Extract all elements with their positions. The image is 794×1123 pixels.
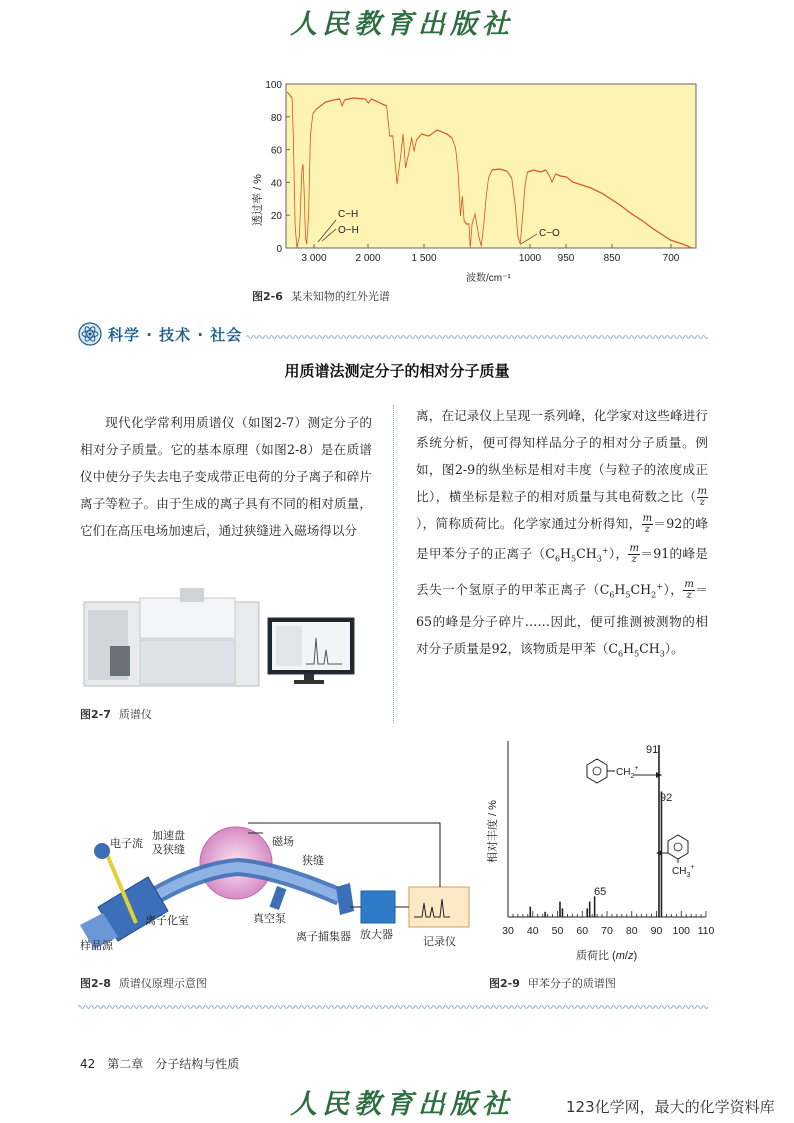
toluene-ring-icon [668,835,688,859]
ir-annot-co: C−O [539,228,560,239]
ms-x-axis [502,911,714,937]
fig27-caption [80,706,152,722]
ir-x-tick-label: 1 500 [411,253,437,264]
right-text-1: 离，在记录仪上呈现一系列峰，化学家对这些峰进行系统分析，便可得知样品分子的相对分子质量。例如，图2-9的纵坐标是相对丰度（与粒子的浓度成正比），横坐标是粒子的相对质量与其电荷数之比（ [416,408,708,504]
label-electron-stream: 电子流 [110,837,143,850]
ir-caption-number: 图2-6 [252,290,283,303]
ir-x-tick-label: 700 [662,253,680,264]
column-divider [393,405,394,723]
svg-text:CH2+: $CH_2^+$ [616,765,639,780]
fig27-caption-number: 图2-7 [80,708,111,721]
label-recorder: 记录仪 [423,935,456,948]
toluene-label: CH [672,866,687,877]
right-text-2: ），简称质荷比。化学家通过分析得知， [416,516,642,531]
amplifier-box [361,891,395,923]
benzene-ring-icon [587,759,607,783]
ir-caption [252,288,390,304]
fig28-caption-number: 图2-8 [80,977,111,990]
ms-x-tick-label: 90 [650,925,663,937]
ir-y-tick-label: 40 [270,178,282,190]
ms-peak-label-65: 65 [594,886,607,898]
ir-y-axis-label: 透过率 / % [252,174,264,226]
ir-x-tick-label: 2 000 [355,253,381,264]
ir-spectrum-chart [246,76,706,286]
svg-text:CH3+: $CH_3^+$ [672,864,695,879]
fig29-caption [489,975,616,991]
ms-peak-label-91: 91 [646,744,659,756]
right-paragraph: 离，在记录仪上呈现一系列峰，化学家对这些峰进行系统分析，便可得知样品分子的相对分子质量。例如，图2-9的纵坐标是相对丰度（与粒子的浓度成正比），横坐标是粒子的相对质量与其电荷数之比（ $\frac{m}{z}$ ），简称质荷比。化学家通过分析得知， $\frac{m}{z}$ ＝92的峰是甲苯分子的正离子$(C_6H_5CH_3^+)$， $\frac{m}{z}$ ＝91的峰是丢失一个氢原子的甲苯正离子$(C_6H_5CH_2^+)$， $\frac{m}{z}$ ＝65的峰是分子碎片……因此，便可推测被测物的相对分子质量是92，该物质是甲苯$(C_6H_5CH_3)$。 [416,408,709,659]
mz-fraction: $\frac{m}{z}$ [642,513,653,535]
ms-x-tick-label: 30 [502,925,514,937]
ms-x-tick-label: 110 [697,925,715,937]
ir-x-tick-label: 950 [557,253,575,264]
label-ion-collector: 离子捕集器 [296,930,351,943]
chapter-title: 分子结构与性质 [155,1057,240,1071]
section-header [78,322,242,346]
ir-y-tick-label: 20 [270,211,282,223]
mass-spectrometer-illustration [80,588,380,693]
left-column [80,409,372,544]
ms-x-axis-label: 质荷比 (m/z) [576,950,638,962]
mass-spectrum-chart [484,735,720,965]
fig27-caption-text: 质谱仪 [118,708,152,721]
ir-annot-ch: C−H [338,209,359,220]
label-accel-plate: 加速盘 [152,829,185,842]
label-vacuum-pump: 真空泵 [253,912,286,925]
ir-y-tick-label: 100 [265,80,282,91]
section-divider-bottom [78,1003,708,1011]
right-text-3: ＝92的峰是甲苯分子的正离子（C [416,516,709,562]
ms-y-axis-label: 相对丰度 / % [487,800,499,863]
ir-x-tick-label: 3 000 [301,253,327,264]
ms-x-tick-label: 80 [625,925,638,937]
fig29-caption-number: 图2-9 [489,977,520,990]
ms-x-tick-label: 100 [672,925,691,937]
page-number: 42 [80,1057,96,1071]
mz-fraction: $\frac{m}{z}$ [697,486,707,508]
ir-x-tick-label: 850 [603,253,621,264]
fig29-caption-text: 甲苯分子的质谱图 [527,977,616,990]
publisher-logo-bottom: 人民教育出版社 [290,1089,514,1120]
ms-x-tick-label: 40 [526,925,539,937]
fig28-caption-text: 质谱仪原理示意图 [118,977,207,990]
label-accel-slit: 及狭缝 [152,843,185,856]
right-text-4: ＝91的峰是丢失一个氢原子的甲苯正离子（C [416,546,709,597]
recorder-box [409,887,469,927]
page-footer [80,1055,251,1072]
label-ionization-chamber: 离子化室 [145,914,189,927]
publisher-logo-top: 人民教育出版社 [290,9,514,40]
ir-y-tick-label: 0 [276,244,282,255]
ir-caption-text: 某未知物的红外光谱 [290,290,390,303]
section-divider-top [246,333,708,341]
label-magnetic-field: 磁场 [272,835,294,848]
atom-icon [78,322,102,346]
ms-x-tick-label: 60 [576,925,589,937]
mz-fraction: $\frac{m}{z}$ [629,543,639,566]
right-column [416,402,708,668]
mz-fraction: $\frac{m}{z}$ [684,578,694,601]
ir-y-tick-label: 60 [270,145,282,157]
label-sample-source: 样品源 [80,939,113,952]
watermark-text: 123化学网，最大的化学资料库 [566,1098,775,1116]
ir-plot-area [286,84,696,248]
left-paragraph: 现代化学常利用质谱仪（如图2-7）测定分子的相对分子质量。它的基本原理（如图2-8）是在质谱仪中使分子失去电子变成带正电荷的分子离子和碎片离子等粒子。由于生成的离子具有不同的相对质量，它们在高压电场加速后，通过狭缝进入磁场得以分 [80,415,372,538]
ms-x-tick-label: 50 [551,925,564,937]
fig28-caption [80,975,207,991]
section-title: 科学 · 技术 · 社会 [108,325,243,344]
label-slit: 狭缝 [302,854,324,867]
article-title: 用质谱法测定分子的相对分子质量 [284,362,510,380]
right-text-5: ＝65的峰是分子碎片……因此，便可推测被测物的相对分子质量是92，该物质是甲苯（C [416,581,708,657]
ir-x-tick-label: 1000 [518,253,542,264]
ir-x-axis-label: 波数/cm⁻¹ [466,273,511,284]
ms-x-tick-label: 70 [601,925,613,937]
label-amplifier: 放大器 [360,928,393,941]
chapter-number: 第二章 [107,1057,144,1071]
ir-y-tick-label: 80 [270,112,282,124]
benzyl-label: CH [616,767,631,778]
ir-annot-oh: O−H [338,225,359,236]
ms-peak-label-92: 92 [660,792,673,804]
